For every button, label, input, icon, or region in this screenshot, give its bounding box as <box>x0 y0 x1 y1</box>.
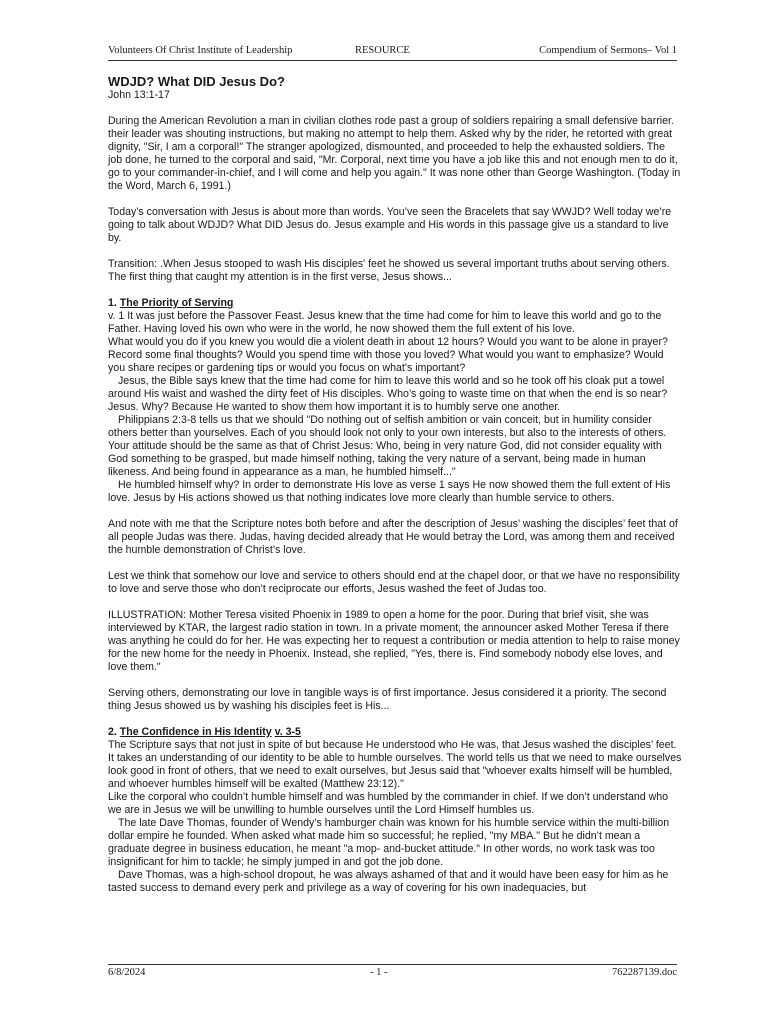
paragraph-judas: And note with me that the Scripture notes both before and after the description of Jesus’ washing the disciples’ feet that of all people Judas was there. Judas, having decided already that He would betray the Lord, was among them and received the humble demonstration of Christ’s love. <box>108 518 678 556</box>
paragraph-mother-teresa: ILLUSTRATION: Mother Teresa visited Phoenix in 1989 to open a home for the poor. During that brief visit, she was interviewed by KTAR, the largest radio station in town. In a private moment, the announcer asked Mother Teresa if there was anything he could do for her. He was expecting her to request a contribution or media attention to help to raise money for the new home for the needy in Phoenix. Instead, she replied, "Yes, there is. Find somebody nobody else loves, and love them." <box>108 609 680 673</box>
section-title: The Priority of Serving <box>119 297 234 309</box>
paragraph-philippians: Philippians 2:3-8 tells us that we should "Do nothing out of selfish ambition or vain conceit, but in humility consider others better than yourselves. Each of you should look not only to your own interests, but also to the interests of others. Your attitude should be the same as that of Christ Jesus: Who, being in very nature God, did not consider equality with God something to be grasped, but made himself nothing, taking the very nature of a servant, being made in human likeness. And being found in appearance as a man, he humbled himself..." <box>108 414 667 478</box>
paragraph-verse-1: v. 1 It was just before the Passover Feast. Jesus knew that the time had come for him to leave this world and go to the Father. Having loved his own who were in the world, he now showed them the full extent of his love. <box>108 310 662 335</box>
paragraph-identity-understanding: It takes an understanding of our identity to be able to humble ourselves. The world tells us that we need to make ourselves look good in front of others, that we need to exalt ourselves, but Jesus said that "whoever exalts himself will be humbled, and whoever humbles himself will be exalted (Matthew 23:12)." <box>108 752 682 790</box>
header-organization: Volunteers Of Christ Institute of Leadership <box>108 45 293 56</box>
section-heading-1 <box>108 297 682 310</box>
section-number: 2. <box>108 726 120 738</box>
header-category: RESOURCE <box>355 45 410 56</box>
page-footer <box>108 964 677 979</box>
header-collection: Compendium of Sermons– Vol 1 <box>539 45 677 56</box>
footer-date: 6/8/2024 <box>108 967 146 978</box>
paragraph-dave-thomas-dropout: Dave Thomas, was a high-school dropout, he was always ashamed of that and it would have been easy for him as he tasted success to demand every perk and privilege as a way of covering for his own inadequacies, but <box>108 869 669 894</box>
section-number: 1. <box>108 297 120 309</box>
section-heading-2 <box>108 726 682 739</box>
paragraph-introduction: Today’s conversation with Jesus is about more than words. You’ve seen the Bracelets that say WWJD? Well today we’re going to talk about WDJD? What DID Jesus do. Jesus example and His words in this passage give us a standard to live by. <box>108 206 672 244</box>
scripture-reference: John 13:1-17 <box>108 89 170 101</box>
footer-page-number: - 1 - <box>370 967 388 978</box>
paragraph-identity-intro: The Scripture says that not just in spite of but because He understood who He was, that Jesus washed the disciples’ feet. <box>108 739 677 751</box>
page-header <box>108 45 677 61</box>
sermon-title: WDJD? What DID Jesus Do? <box>108 74 285 89</box>
paragraph-washington-story: During the American Revolution a man in civilian clothes rode past a group of soldiers repairing a small defensive barrier. their leader was shouting instructions, but making no attempt to help them. Asked why by the rider, he retorted with great dignity, "Sir, I am a corporal!" The stranger apologized, dismounted, and proceeded to help the exhausted soldiers. The job done, he turned to the corporal and said, "Mr. Corporal, next time you have a job like this and not enough men to do it, go to your commander-in-chief, and I will come and help you again." It was none other than George Washington. (Today in the Word, March 6, 1991.) <box>108 115 681 192</box>
paragraph-humbled: He humbled himself why? In order to demonstrate His love as verse 1 says He now showed them the full extent of His love. Jesus by His actions showed us that nothing indicates love more clearly than humble service to others. <box>108 479 671 504</box>
footer-filename: 762287139.doc <box>611 967 677 978</box>
document-body <box>108 74 682 895</box>
paragraph-dave-thomas: The late Dave Thomas, founder of Wendy’s hamburger chain was known for his humble service within the multi-billion dollar empire he founded. When asked what made him so successful; he replied, "my MBA." But he didn’t mean a graduate degree in business education, he meant "a mop- and-bucket attitude." In other words, no work task was too insignificant for him to tackle; he simply jumped in and got the job done. <box>108 817 670 868</box>
paragraph-corporal-reference: Like the corporal who couldn’t humble himself and was humbled by the commander in chief. If we don’t understand who we are in Jesus we will be unwilling to humble ourselves until the Lord Himself humbles us. <box>108 791 669 816</box>
paragraph-chapel-door: Lest we think that somehow our love and service to others should end at the chapel door, or that we have no responsibility to love and serve those who don’t reciprocate our efforts, Jesus washed the feet of Judas too. <box>108 570 680 595</box>
paragraph-jesus-serving: Jesus, the Bible says knew that the time had come for him to leave this world and so he took off his cloak put a towel around His waist and washed the dirty feet of His disciples. Who’s going to waste time on that when the end is so near? Jesus. Why? Because He wanted to show them how important it is to humbly serve one another. <box>108 375 668 413</box>
paragraph-priority-summary: Serving others, demonstrating our love in tangible ways is of first importance. Jesus considered it a priority. The second thing Jesus showed us by washing his disciples feet is His... <box>108 687 667 712</box>
section-title: The Confidence in His Identity <box>119 726 272 738</box>
paragraph-questions: What would you do if you knew you would die a violent death in about 12 hours? Would you want to be alone in prayer? Record some final thoughts? Would you spend time with those you loved? What would you want to emphasize? Would you share recipes or gardening tips or would you focus on what’s important? <box>108 336 668 374</box>
section-verse-ref: v. 3-5 <box>274 726 301 738</box>
paragraph-transition: Transition: .When Jesus stooped to wash His disciples' feet he showed us several important truths about serving others. The first thing that caught my attention is in the first verse, Jesus shows... <box>108 258 670 283</box>
